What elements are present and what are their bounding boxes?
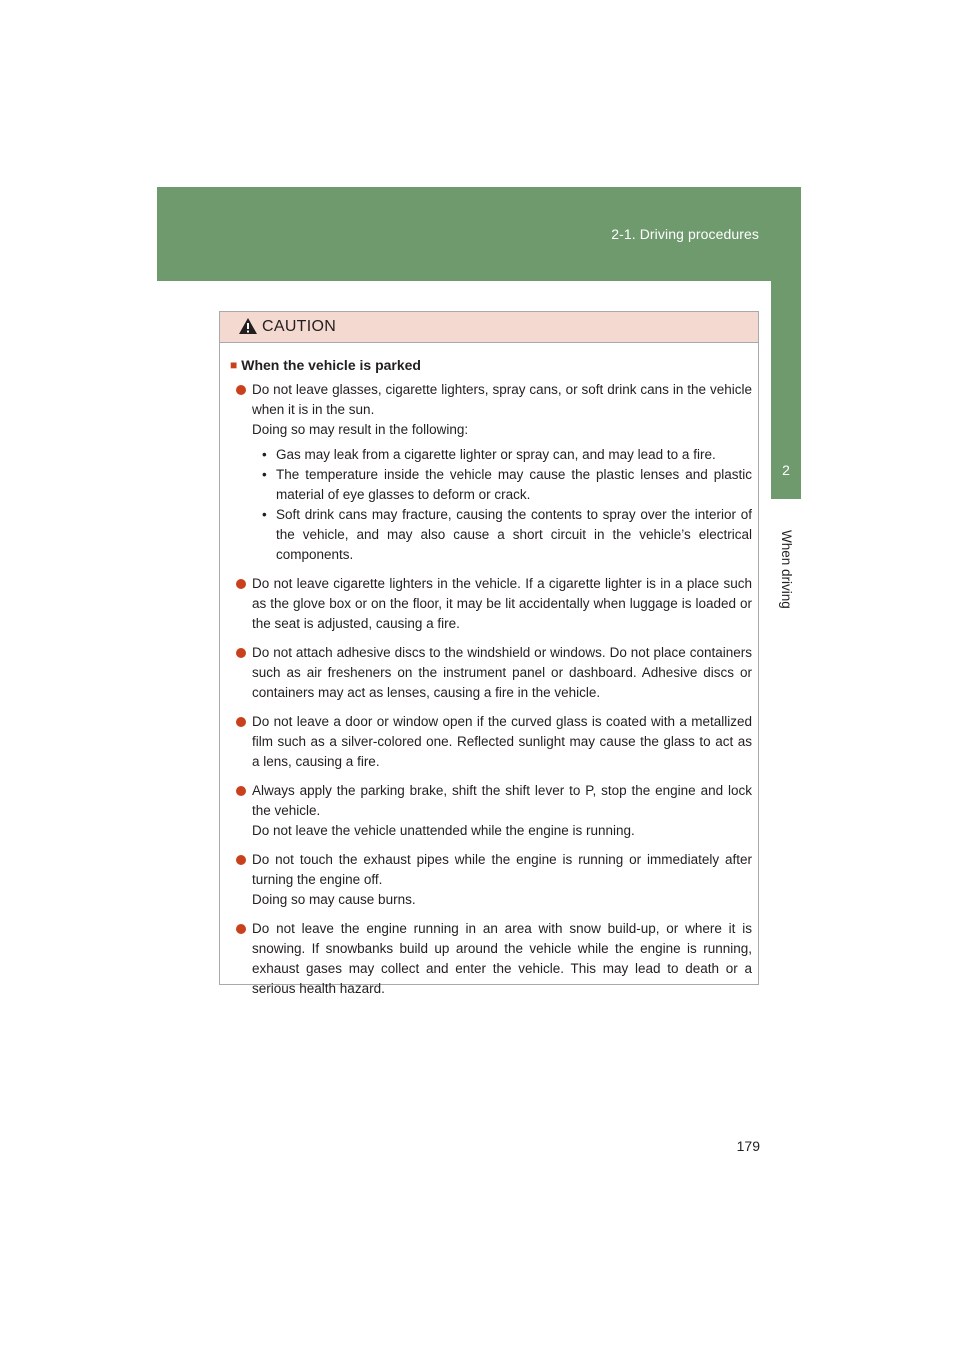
caution-item [230,712,752,772]
round-bullet-icon [236,786,246,796]
caution-item [230,850,752,910]
chapter-label: When driving [779,530,794,609]
round-bullet-icon [236,924,246,934]
chapter-side-tab [771,281,801,499]
caution-item [230,574,752,634]
caution-title: CAUTION [262,318,337,335]
caution-item [230,919,752,999]
item-text: Do not leave a door or window open if the curved glass is coated with a metallized film such as a silver-colored one. Reflected sunlight may cause the glass to act as a lens, causing a fire. [252,714,752,769]
sub-item [252,445,752,465]
caution-item [230,643,752,703]
middle-dot-icon: • [262,447,267,462]
item-text: Do not leave glasses, cigarette lighters, spray cans, or soft drink cans in the vehicle when it is in the sun. [252,382,752,417]
chapter-number: 2 [782,462,790,478]
caution-heading [230,357,752,373]
square-bullet-icon: ■ [230,358,238,372]
item-text: Do not attach adhesive discs to the windshield or windows. Do not place containers such as air fresheners on the instrument panel or dashboard. Adhesive discs or containers may act as lenses, causing a fire in the vehicle. [252,645,752,700]
item-text: Always apply the parking brake, shift the shift lever to P, stop the engine and lock the vehicle. [252,783,752,818]
page-number: 179 [736,1138,760,1154]
caution-body [220,343,758,999]
round-bullet-icon [236,385,246,395]
section-title: 2-1. Driving procedures [611,226,759,242]
round-bullet-icon [236,579,246,589]
middle-dot-icon: • [262,507,267,522]
round-bullet-icon [236,717,246,727]
item-text: Do not leave the vehicle unattended while the engine is running. [252,823,635,838]
caution-box [219,311,759,996]
caution-item [230,380,752,565]
caution-header [220,312,758,343]
round-bullet-icon [236,855,246,865]
sub-list [252,445,752,565]
item-text: Doing so may cause burns. [252,892,416,907]
item-text: Do not touch the exhaust pipes while the engine is running or immediately after turning the engine off. [252,852,752,887]
sub-item [252,465,752,505]
item-text: Do not leave the engine running in an area with snow build-up, or where it is snowing. If snowbanks build up around the vehicle while the engine is running, exhaust gases may collect and enter the vehicle. This may lead to death or a serious health hazard. [252,921,752,996]
sub-item-text: Soft drink cans may fracture, causing the contents to spray over the interior of the vehicle, and may also cause a short circuit in the vehicle’s electrical components. [276,507,752,562]
warning-triangle-icon [238,317,258,335]
chapter-header-band [157,187,801,281]
sub-item [252,505,752,565]
caution-item [230,781,752,841]
sub-item-text: Gas may leak from a cigarette lighter or spray can, and may lead to a fire. [276,447,716,462]
item-text: Do not leave cigarette lighters in the vehicle. If a cigarette lighter is in a place such as the glove box or on the floor, it may be lit accidentally when luggage is loaded or the seat is adjusted, causing a fire. [252,576,752,631]
caution-heading-text: When the vehicle is parked [241,357,421,373]
item-text: Doing so may result in the following: [252,422,469,437]
sub-item-text: The temperature inside the vehicle may cause the plastic lenses and plastic material of eye glasses to deform or crack. [276,467,752,502]
middle-dot-icon: • [262,467,267,482]
round-bullet-icon [236,648,246,658]
